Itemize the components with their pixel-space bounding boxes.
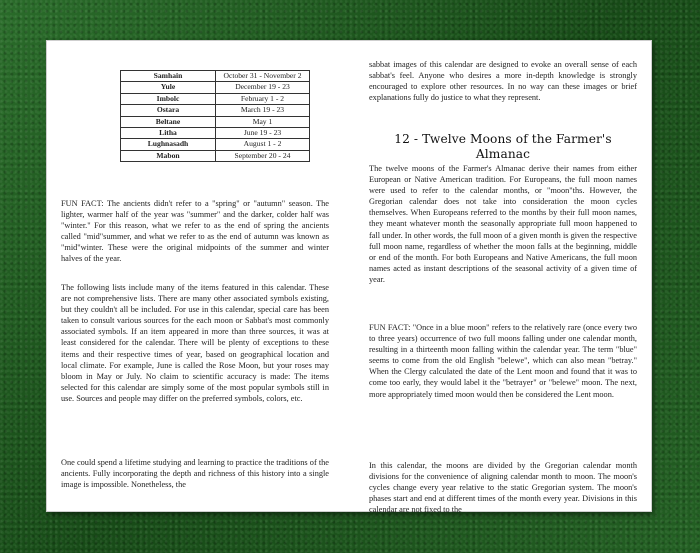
table-row [121, 71, 310, 82]
sabbat-date: February 1 - 2 [216, 93, 310, 104]
table-row [121, 139, 310, 150]
moons-intro-paragraph: The twelve moons of the Farmer's Almanac derive their names from either European or Native American tradition. For Europeans, the full moon names were used to refer to the calendar months, or "moon"ths. However, the Gregorian calendar does not take into consideration the moon cycles themselves. When Europeans referred to the months by their full moon names, they meant whatever month the seasonally appropriate full moon happened to fall under. In other words, the full moon of a given month is given the respective full moon name, regardless of whether the moon falls at the beginning, middle or end of the month. For both Europeans and Native Americans, the full moon names acted as instant descriptions of the seasonal activity of a given time of year. [369, 164, 637, 284]
sabbat-date: March 19 - 23 [216, 105, 310, 116]
fun-fact-seasons: FUN FACT: The ancients didn't refer to a "spring" or "autumn" season. The lighter, warmer half of the year was "summer" and the darker, colder half was "winter." For this reason, what we refer to as the end of spring the ancients called "mid"summer, and what we refer to as the end of autumn was known as "mid"winter. These were the original midpoints of the summer and winter halves of the year. [61, 199, 329, 264]
sabbat-name: Imbolc [121, 93, 216, 104]
symbols-paragraph: The following lists include many of the items featured in this calendar. These are not comprehensive lists. There are many other associated symbols existing, but they couldn't all be included. For use in this calendar, special care has been taken to consult various sources for the each moon or Sabbat's most commonly associated symbols. If an item appeared in more than three sources, it was at least considered for the calendar. There will be plenty of exceptions to these items and their respective times of year, based on geographical location and local climate. For example, June is called the Rose Moon, but your roses may bloom in May or July. No claim to scientific accuracy is made: The items selected for this calendar are simply some of the most popular symbols still in use. Sources and people may differ on the preferred symbols, colors, etc. [61, 283, 329, 403]
sabbat-date: June 19 - 23 [216, 128, 310, 139]
sabbat-name: Ostara [121, 105, 216, 116]
sabbat-images-paragraph: sabbat images of this calendar are designed to evoke an overall sense of each sabbat's feel. Anyone who desires a more in-depth knowledge is strongly encouraged to explore other resources. In no way can these images or brief explanations fully do justice to what they represent. [369, 60, 637, 103]
sabbat-name: Samhain [121, 71, 216, 82]
sabbat-name: Mabon [121, 150, 216, 161]
table-row [121, 93, 310, 104]
sabbat-date: December 19 - 23 [216, 82, 310, 93]
sabbat-date: May 1 [216, 116, 310, 127]
moon-divisions-paragraph: In this calendar, the moons are divided by the Gregorian calendar month divisions for the convenience of aligning calendar month to moon. The moon's cycles change every year relative to the static Gregorian system. The moon's phases start and end at different times of the month every year. Divisions in this calendar are not fixed to the [369, 461, 637, 515]
sabbat-name: Litha [121, 128, 216, 139]
traditions-paragraph: One could spend a lifetime studying and learning to practice the traditions of the ancients. Fully incorporating the depth and richness of this history into a single image is impossible. Nonetheless, the [61, 458, 329, 490]
section-heading: 12 - Twelve Moons of the Farmer's Almanac [394, 132, 612, 161]
sabbat-date: October 31 - November 2 [216, 71, 310, 82]
table-row [121, 82, 310, 93]
table-row [121, 105, 310, 116]
sabbat-name: Lughnasadh [121, 139, 216, 150]
table-row [121, 128, 310, 139]
sabbat-date: September 20 - 24 [216, 150, 310, 161]
book-spread [47, 41, 651, 515]
sabbat-dates-table [120, 70, 310, 162]
sabbat-name: Beltane [121, 116, 216, 127]
table-row [121, 116, 310, 127]
fun-fact-blue-moon: FUN FACT: "Once in a blue moon" refers to the relatively rare (once every two to three years) occurrence of two full moons falling under one calendar month, resulting in a thirteenth moon falling within the calendar year. The term "blue" seems to come from the old English "belewe", which can also mean "betray." When the Clergy calculated the date of the Lent moon and found that it was to come too early, they would label it the "betrayer" or "belewe" moon. The next, more appropriately timed moon would then be considered the Lent moon. [369, 323, 637, 399]
sabbat-date: August 1 - 2 [216, 139, 310, 150]
sabbat-name: Yule [121, 82, 216, 93]
table-row [121, 150, 310, 161]
